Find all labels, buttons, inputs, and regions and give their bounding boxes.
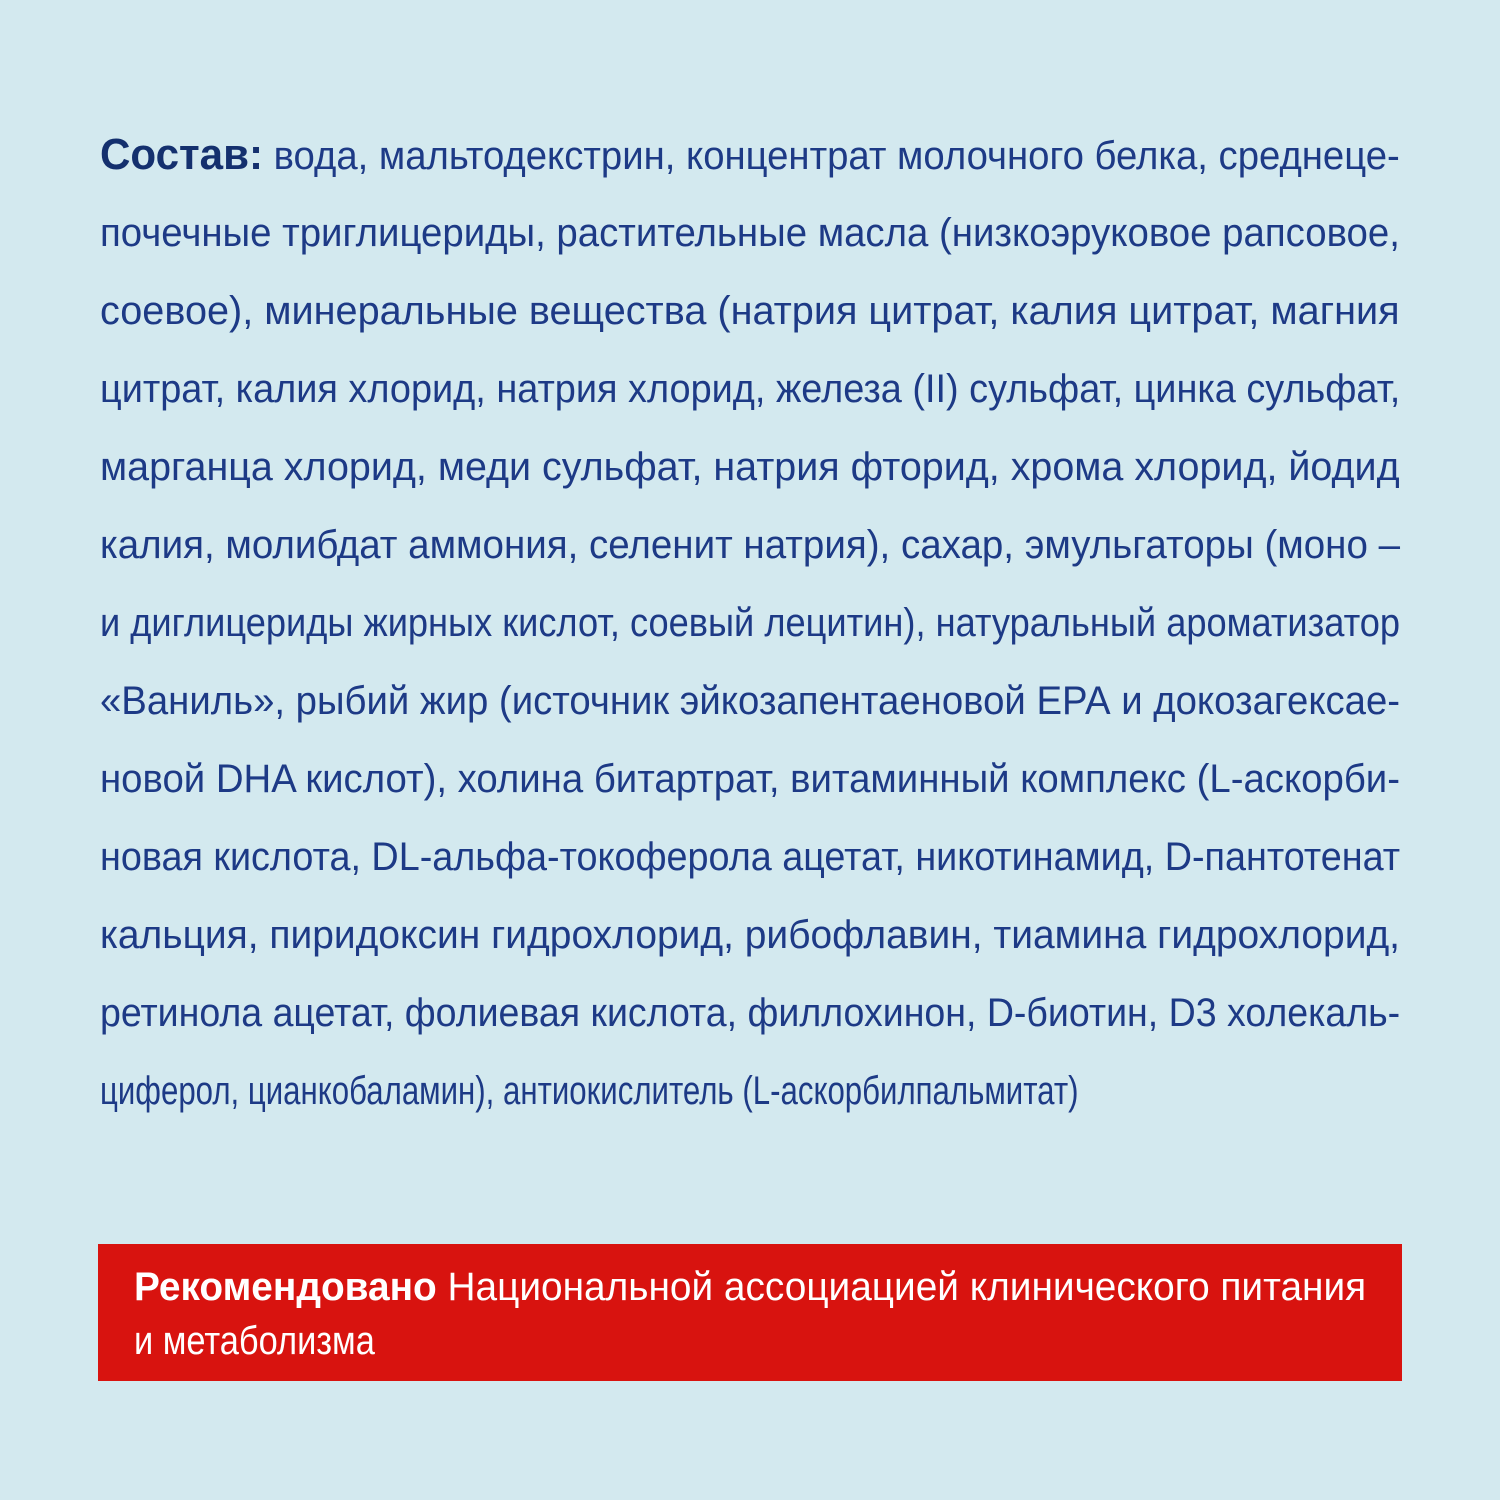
recommendation-banner — [98, 1244, 1402, 1381]
recommendation-text: Национальной ассоциацией клинического питания — [436, 1265, 1367, 1309]
composition-line: цитрат, калия хлорид, натрия хлорид, железа (II) сульфат, цинка сульфат, — [100, 367, 1401, 411]
composition-line: и диглицериды жирных кислот, соевый лецитин), натуральный ароматизатор — [100, 601, 1401, 645]
composition-line: новая кислота, DL-альфа-токоферола ацетат, никотинамид, D-пантотенат — [100, 835, 1401, 879]
composition-line: марганца хлорид, меди сульфат, натрия фторид, хрома хлорид, йодид — [100, 445, 1400, 489]
recommendation-line: и метаболизма — [134, 1319, 375, 1363]
composition-line-text: вода, мальтодекстрин, концентрат молочного белка, среднеце- — [262, 134, 1400, 178]
composition-line: кальция, пиридоксин гидрохлорид, рибофлавин, тиамина гидрохлорид, — [100, 913, 1400, 957]
composition-line: калия, молибдат аммония, селенит натрия), сахар, эмульгаторы (моно – — [100, 523, 1400, 567]
composition-block — [100, 116, 1400, 1130]
composition-line: циферол, цианкобаламин), антиокислитель (L-аскорбилпальмитат) — [100, 1069, 1079, 1113]
composition-line: «Ваниль», рыбий жир (источник эйкозапентаеновой ЕРА и докозагексае- — [100, 679, 1401, 723]
composition-line: соевое), минеральные вещества (натрия цитрат, калия цитрат, магния — [100, 289, 1400, 333]
recommendation-line — [134, 1260, 1367, 1314]
composition-line — [100, 116, 1400, 194]
composition-line: новой DHA кислот), холина битартрат, витаминный комплекс (L-аскорби- — [100, 757, 1400, 801]
recommendation-strong: Рекомендовано — [134, 1265, 437, 1309]
composition-line: почечные триглицериды, растительные масла (низкоэруковое рапсовое, — [100, 211, 1400, 255]
composition-line: ретинола ацетат, фолиевая кислота, филлохинон, D-биотин, D3 холекаль- — [100, 991, 1401, 1035]
composition-label: Состав: — [100, 130, 263, 179]
